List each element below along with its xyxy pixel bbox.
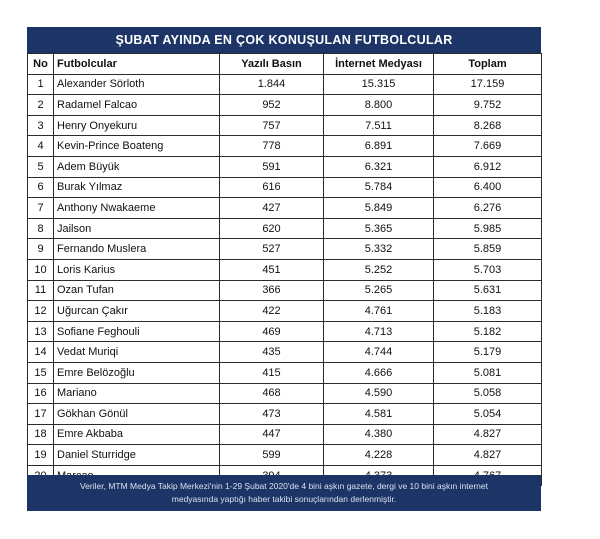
header-player: Futbolcular <box>54 54 220 75</box>
cell-press: 415 <box>220 362 324 383</box>
cell-press: 778 <box>220 136 324 157</box>
cell-press: 599 <box>220 445 324 466</box>
table-row <box>28 280 542 301</box>
cell-player: Emre Belözoğlu <box>54 362 220 383</box>
cell-no: 10 <box>28 259 54 280</box>
table-row <box>28 259 542 280</box>
cell-web: 4.590 <box>324 383 434 404</box>
cell-no: 5 <box>28 156 54 177</box>
cell-total: 5.182 <box>434 321 542 342</box>
table-row <box>28 321 542 342</box>
cell-total: 5.859 <box>434 239 542 260</box>
table-row <box>28 177 542 198</box>
cell-total: 6.400 <box>434 177 542 198</box>
cell-no: 4 <box>28 136 54 157</box>
cell-web: 6.321 <box>324 156 434 177</box>
cell-press: 427 <box>220 198 324 219</box>
cell-no: 11 <box>28 280 54 301</box>
cell-press: 469 <box>220 321 324 342</box>
footnote-line-2: medyasında yaptığı haber takibi sonuçlarından derlenmiştir. <box>171 494 397 504</box>
table-row <box>28 136 542 157</box>
cell-player: Gökhan Gönül <box>54 404 220 425</box>
cell-press: 435 <box>220 342 324 363</box>
header-no: No <box>28 54 54 75</box>
cell-web: 4.581 <box>324 404 434 425</box>
table-row <box>28 424 542 445</box>
table-body <box>28 74 542 486</box>
cell-player: Emre Akbaba <box>54 424 220 445</box>
cell-player: Kevin-Prince Boateng <box>54 136 220 157</box>
cell-press: 620 <box>220 218 324 239</box>
table-row <box>28 383 542 404</box>
cell-web: 4.761 <box>324 301 434 322</box>
header-web: İnternet Medyası <box>324 54 434 75</box>
cell-player: Mariano <box>54 383 220 404</box>
cell-player: Uğurcan Çakır <box>54 301 220 322</box>
cell-no: 2 <box>28 95 54 116</box>
cell-player: Alexander Sörloth <box>54 74 220 95</box>
cell-player: Jailson <box>54 218 220 239</box>
page-title: ŞUBAT AYINDA EN ÇOK KONUŞULAN FUTBOLCULAR <box>115 33 453 47</box>
table-row <box>28 301 542 322</box>
infographic-card <box>27 27 541 511</box>
cell-no: 3 <box>28 115 54 136</box>
cell-total: 8.268 <box>434 115 542 136</box>
cell-web: 15.315 <box>324 74 434 95</box>
cell-player: Radamel Falcao <box>54 95 220 116</box>
cell-web: 4.666 <box>324 362 434 383</box>
cell-press: 451 <box>220 259 324 280</box>
cell-total: 5.054 <box>434 404 542 425</box>
cell-player: Loris Karius <box>54 259 220 280</box>
cell-web: 6.891 <box>324 136 434 157</box>
cell-player: Burak Yılmaz <box>54 177 220 198</box>
ranking-table <box>27 53 542 486</box>
cell-web: 7.511 <box>324 115 434 136</box>
header-total: Toplam <box>434 54 542 75</box>
header-press: Yazılı Basın <box>220 54 324 75</box>
table-row <box>28 342 542 363</box>
cell-total: 17.159 <box>434 74 542 95</box>
cell-total: 6.276 <box>434 198 542 219</box>
cell-press: 447 <box>220 424 324 445</box>
cell-total: 5.058 <box>434 383 542 404</box>
table-row <box>28 95 542 116</box>
cell-press: 422 <box>220 301 324 322</box>
cell-no: 18 <box>28 424 54 445</box>
cell-player: Daniel Sturridge <box>54 445 220 466</box>
cell-web: 5.784 <box>324 177 434 198</box>
cell-player: Ozan Tufan <box>54 280 220 301</box>
table-row <box>28 239 542 260</box>
cell-player: Anthony Nwakaeme <box>54 198 220 219</box>
cell-press: 1.844 <box>220 74 324 95</box>
cell-no: 15 <box>28 362 54 383</box>
table-row <box>28 156 542 177</box>
cell-web: 5.849 <box>324 198 434 219</box>
cell-total: 5.081 <box>434 362 542 383</box>
cell-press: 591 <box>220 156 324 177</box>
table-row <box>28 445 542 466</box>
cell-total: 5.703 <box>434 259 542 280</box>
cell-no: 16 <box>28 383 54 404</box>
cell-web: 4.744 <box>324 342 434 363</box>
cell-web: 4.228 <box>324 445 434 466</box>
table-row <box>28 115 542 136</box>
cell-total: 5.179 <box>434 342 542 363</box>
cell-web: 5.365 <box>324 218 434 239</box>
table-row <box>28 74 542 95</box>
table-row <box>28 362 542 383</box>
cell-total: 5.985 <box>434 218 542 239</box>
cell-player: Vedat Muriqi <box>54 342 220 363</box>
cell-no: 19 <box>28 445 54 466</box>
cell-press: 527 <box>220 239 324 260</box>
table-row <box>28 218 542 239</box>
cell-no: 17 <box>28 404 54 425</box>
cell-press: 757 <box>220 115 324 136</box>
cell-press: 473 <box>220 404 324 425</box>
cell-no: 13 <box>28 321 54 342</box>
cell-no: 8 <box>28 218 54 239</box>
cell-press: 468 <box>220 383 324 404</box>
cell-total: 5.183 <box>434 301 542 322</box>
cell-total: 4.827 <box>434 424 542 445</box>
cell-press: 616 <box>220 177 324 198</box>
cell-no: 1 <box>28 74 54 95</box>
cell-web: 4.713 <box>324 321 434 342</box>
cell-player: Sofiane Feghouli <box>54 321 220 342</box>
cell-no: 9 <box>28 239 54 260</box>
table-row <box>28 198 542 219</box>
source-footnote <box>27 475 541 511</box>
cell-no: 6 <box>28 177 54 198</box>
cell-player: Adem Büyük <box>54 156 220 177</box>
cell-player: Henry Onyekuru <box>54 115 220 136</box>
cell-total: 9.752 <box>434 95 542 116</box>
cell-total: 6.912 <box>434 156 542 177</box>
cell-web: 5.265 <box>324 280 434 301</box>
cell-no: 14 <box>28 342 54 363</box>
footnote-line-1: Veriler, MTM Medya Takip Merkezi'nin 1-29 Şubat 2020'de 4 bini aşkın gazete, dergi ve 10 bini aşkın internet <box>79 481 488 491</box>
header-row <box>28 54 542 75</box>
cell-press: 952 <box>220 95 324 116</box>
cell-press: 366 <box>220 280 324 301</box>
cell-total: 5.631 <box>434 280 542 301</box>
cell-web: 5.332 <box>324 239 434 260</box>
cell-no: 12 <box>28 301 54 322</box>
cell-total: 4.827 <box>434 445 542 466</box>
cell-web: 5.252 <box>324 259 434 280</box>
cell-no: 7 <box>28 198 54 219</box>
cell-web: 8.800 <box>324 95 434 116</box>
cell-total: 7.669 <box>434 136 542 157</box>
cell-player: Fernando Muslera <box>54 239 220 260</box>
cell-web: 4.380 <box>324 424 434 445</box>
title-bar <box>27 27 541 53</box>
table-row <box>28 404 542 425</box>
